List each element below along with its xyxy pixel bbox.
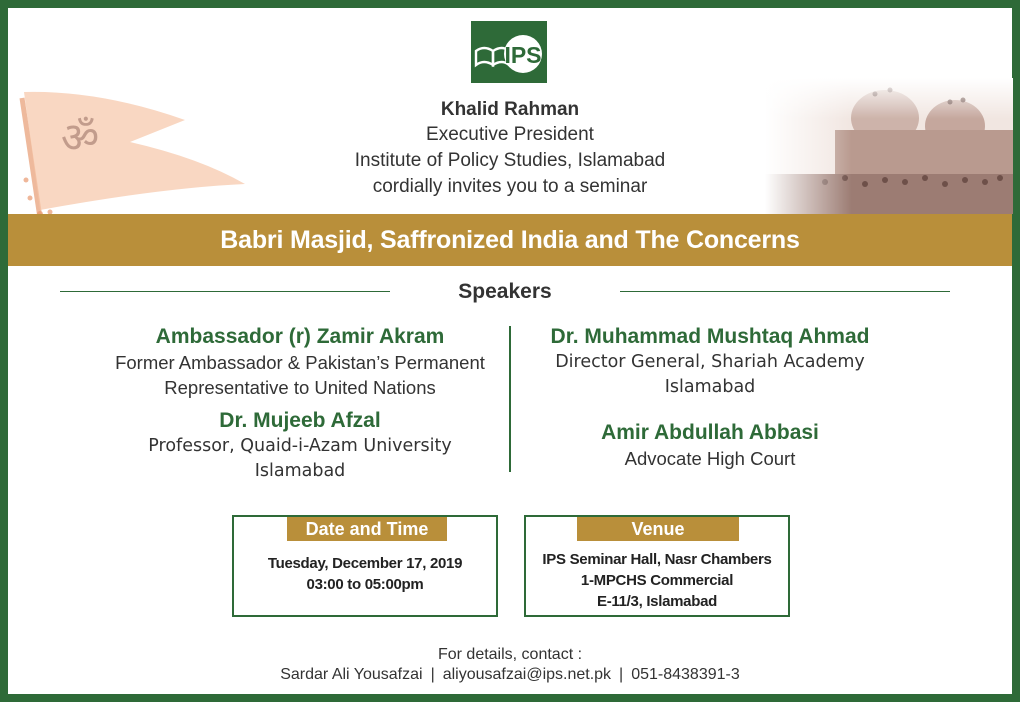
speaker-2 — [90, 408, 510, 484]
seminar-title: Babri Masjid, Saffronized India and The Concerns — [220, 226, 800, 254]
divider-right — [620, 291, 950, 292]
speaker-detail: Former Ambassador & Pakistan’s Permanent — [115, 352, 485, 373]
venue-line: E-11/3, Islamabad — [597, 593, 717, 610]
speaker-1 — [90, 324, 510, 400]
speakers-heading: Speakers — [458, 280, 552, 303]
crowd-dome-photo — [765, 78, 1013, 214]
speaker-detail: Islamabad — [254, 461, 346, 481]
om-symbol: ॐ — [60, 113, 100, 162]
date-time-details — [234, 553, 496, 595]
invitation-line: cordially invites you to a seminar — [372, 176, 648, 197]
venue-line: 1-MPCHS Commercial — [580, 572, 734, 589]
speaker-detail: Representative to United Nations — [164, 377, 436, 398]
speaker-name: Dr. Muhammad Mushtaq Ahmad — [550, 325, 870, 348]
ips-logo — [471, 21, 547, 83]
speaker-detail: Director General, Shariah Academy — [555, 352, 865, 372]
host-institute: Institute of Policy Studies, Islamabad — [354, 150, 666, 171]
speaker-detail: Professor, Quaid-i-Azam University — [148, 436, 452, 456]
venue-label: Venue — [577, 517, 739, 541]
divider-left — [60, 291, 390, 292]
separator: | — [430, 666, 435, 683]
speaker-3 — [510, 324, 910, 400]
host-block — [300, 98, 720, 200]
date-time-box — [232, 515, 498, 617]
date-time-label: Date and Time — [287, 517, 447, 541]
contact-heading: For details, contact : — [437, 646, 583, 663]
speaker-4 — [510, 420, 910, 471]
speaker-name: Amir Abdullah Abbasi — [601, 421, 819, 444]
saffron-flag-image — [10, 80, 260, 220]
speaker-detail: Islamabad — [664, 377, 756, 397]
venue-box — [524, 515, 790, 617]
title-band — [8, 214, 1012, 266]
host-name: Khalid Rahman — [440, 99, 580, 120]
host-title: Executive President — [426, 124, 594, 145]
speaker-name: Ambassador (r) Zamir Akram — [155, 325, 445, 348]
contact-phone[interactable]: 051-8438391-3 — [631, 666, 740, 683]
separator: | — [619, 666, 624, 683]
contact-email[interactable]: aliyousafzai@ips.net.pk — [442, 666, 612, 683]
venue-line: IPS Seminar Hall, Nasr Chambers — [542, 551, 772, 568]
speaker-detail: Advocate High Court — [624, 448, 796, 469]
date-line: Tuesday, December 17, 2019 — [267, 555, 463, 572]
logo-text: IPS — [504, 42, 542, 68]
contact-name: Sardar Ali Yousafzai — [280, 666, 423, 683]
speaker-name: Dr. Mujeeb Afzal — [219, 409, 381, 432]
time-line: 03:00 to 05:00pm — [306, 576, 424, 593]
contact-line — [200, 666, 820, 684]
venue-details — [526, 549, 788, 612]
